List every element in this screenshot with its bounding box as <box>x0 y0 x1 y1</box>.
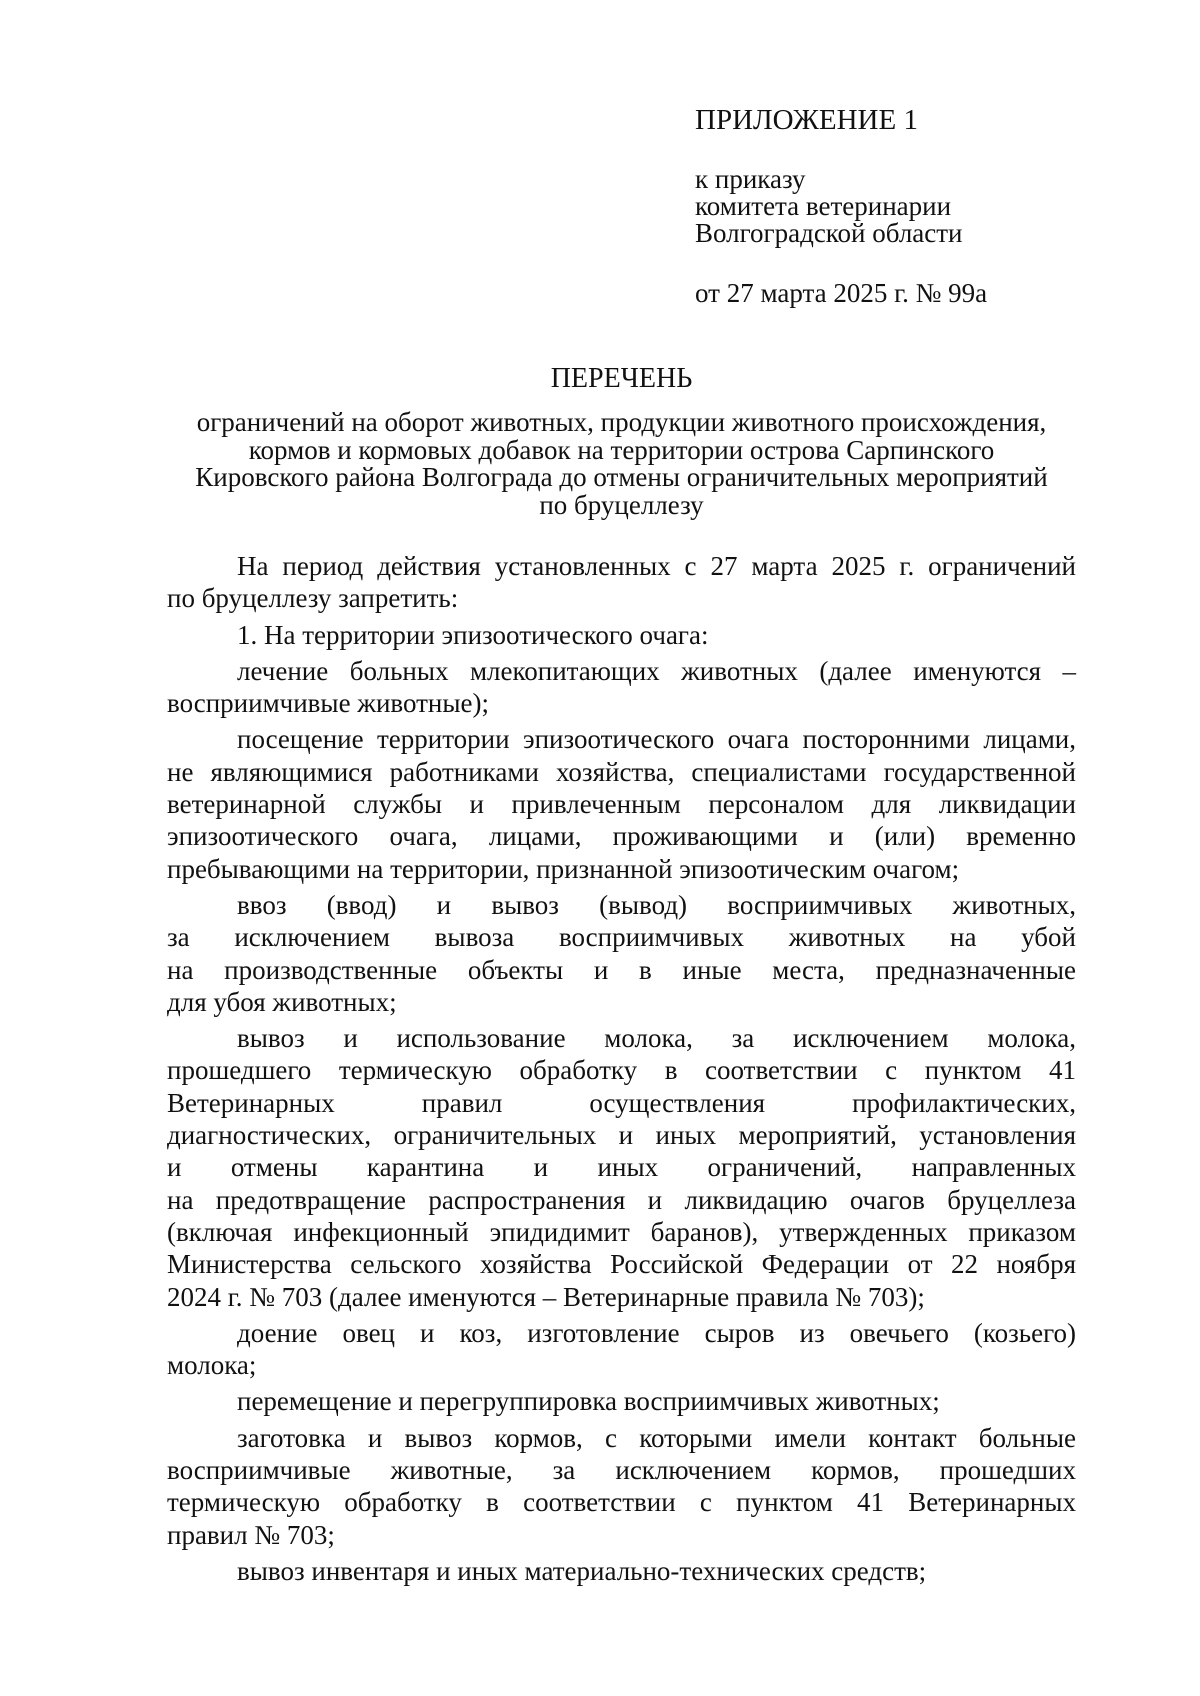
appendix-line: Волгоградской области <box>695 218 963 248</box>
appendix-block <box>695 103 1135 309</box>
paragraph <box>167 723 1076 884</box>
appendix-line: комитета ветеринарии <box>695 191 952 221</box>
subtitle-line: кормов и кормовых добавок на территории острова Сарпинского <box>248 434 995 465</box>
document-subtitle <box>170 409 1073 519</box>
paragraph <box>167 1022 1076 1313</box>
paragraph <box>167 1555 1076 1587</box>
paragraph-line: по бруцеллезу запретить: <box>167 583 459 614</box>
paragraph-line: для убоя животных; <box>167 986 397 1017</box>
paragraph <box>167 1385 1076 1417</box>
appendix-title: ПРИЛОЖЕНИЕ 1 <box>695 104 918 136</box>
paragraph <box>167 1317 1076 1382</box>
paragraph-line: вывоз инвентаря и иных материально-технических средств; <box>237 1555 927 1586</box>
document-title: ПЕРЕЧЕНЬ <box>550 363 693 394</box>
paragraph-line: 1. На территории эпизоотического очага: <box>237 619 709 650</box>
paragraph-line: на производственные объекты и в иные места, предназначенные <box>167 954 1076 985</box>
paragraph-line: термическую обработку в соответствии с пунктом 41 Ветеринарных <box>167 1487 1076 1518</box>
paragraph-line: перемещение и перегруппировка восприимчивых животных; <box>237 1386 940 1417</box>
paragraph-line: 2024 г. № 703 (далее именуются – Ветеринарные правила № 703); <box>167 1281 925 1312</box>
paragraph-line: не являющимися работниками хозяйства, специалистами государственной <box>167 756 1076 787</box>
paragraph <box>167 550 1076 615</box>
paragraph-line: Министерства сельского хозяйства Российской Федерации от 22 ноября <box>167 1249 1076 1280</box>
subtitle-line: ограничений на оборот животных, продукции животного происхождения, <box>196 407 1047 437</box>
paragraph-line: заготовка и вывоз кормов, с которыми имели контакт больные <box>237 1422 1076 1453</box>
paragraph-line: и отмены карантина и иных ограничений, направленных <box>167 1152 1076 1183</box>
paragraph-line: вывоз и использование молока, за исключением молока, <box>237 1023 1076 1054</box>
appendix-date: от 27 марта 2025 г. № 99а <box>695 278 988 308</box>
appendix-line: к приказу <box>695 164 806 194</box>
paragraph-line: восприимчивые животные, за исключением кормов, прошедших <box>167 1455 1076 1486</box>
paragraph <box>167 1422 1076 1551</box>
paragraph-line: восприимчивые животные); <box>167 688 489 719</box>
paragraph-line: пребывающими на территории, признанной эпизоотическим очагом; <box>167 853 960 884</box>
paragraph-line: правил № 703; <box>167 1519 335 1550</box>
paragraph-line: ветеринарной службы и привлеченным персоналом для ликвидации <box>167 789 1076 820</box>
paragraph-line: посещение территории эпизоотического очага посторонними лицами, <box>237 724 1076 755</box>
paragraph-line: Ветеринарных правил осуществления профилактических, <box>167 1087 1076 1118</box>
document-body <box>167 550 1076 1591</box>
paragraph-line: (включая инфекционный эпидидимит баранов), утвержденных приказом <box>167 1216 1076 1247</box>
paragraph-line: эпизоотического очага, лицами, проживающими и (или) временно <box>167 821 1076 852</box>
subtitle-line: по бруцеллезу <box>539 489 704 520</box>
paragraph-line: прошедшего термическую обработку в соответствии с пунктом 41 <box>167 1055 1076 1086</box>
paragraph-line: На период действия установленных с 27 марта 2025 г. ограничений <box>237 551 1076 581</box>
paragraph <box>167 619 1076 651</box>
subtitle-line: Кировского района Волгограда до отмены ограничительных мероприятий <box>195 462 1048 492</box>
paragraph-line: диагностических, ограничительных и иных мероприятий, установления <box>167 1120 1076 1151</box>
paragraph-line: доение овец и коз, изготовление сыров из овечьего (козьего) <box>237 1317 1076 1348</box>
paragraph <box>167 889 1076 1018</box>
paragraph-line: лечение больных млекопитающих животных (далее именуются – <box>237 655 1076 686</box>
paragraph-line: ввоз (ввод) и вывоз (вывод) восприимчивых животных, <box>237 889 1076 920</box>
paragraph <box>167 655 1076 720</box>
paragraph-line: молока; <box>167 1350 257 1381</box>
paragraph-line: за исключением вывоза восприимчивых животных на убой <box>167 922 1076 953</box>
paragraph-line: на предотвращение распространения и ликвидацию очагов бруцеллеза <box>167 1184 1076 1215</box>
